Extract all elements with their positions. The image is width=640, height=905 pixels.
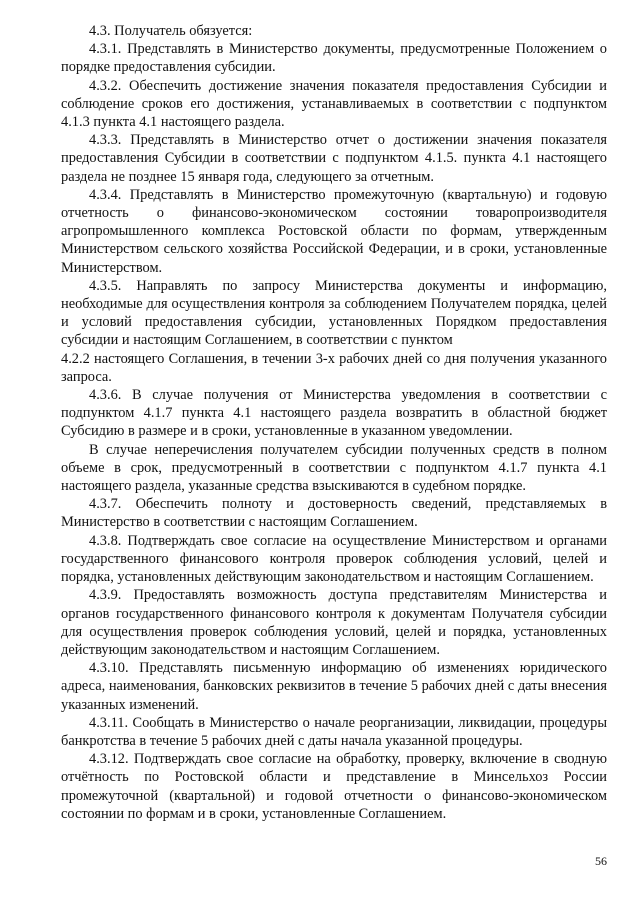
- paragraph-4-3-9: 4.3.9. Предоставлять возможность доступа представителям Министерства и органов государственного финансового контроля к документам Получателя субсидии для осуществления проверок соблюдения условий, целей и порядка, установленных действующим законодательством и настоящим Соглашением.: [61, 587, 607, 658]
- paragraph-4-3-2: 4.3.2. Обеспечить достижение значения показателя предоставления Субсидии и соблюдение сроков его достижения, устанавливаемых в соответствии с подпунктом 4.1.3 пункта 4.1 настоящего раздела.: [61, 77, 607, 131]
- paragraph-4-3-11: 4.3.11. Сообщать в Министерство о начале реорганизации, ликвидации, процедуры банкротства в течение 5 рабочих дней с даты начала указанной процедуры.: [61, 714, 607, 749]
- paragraph-4-3-7: 4.3.7. Обеспечить полноту и достоверность сведений, представляемых в Министерство в соответствии с настоящим Соглашением.: [61, 496, 607, 531]
- paragraph-4-3-5-continued: 4.2.2 настоящего Соглашения, в течении 3-х рабочих дней со дня получения указанного запроса.: [61, 350, 607, 385]
- paragraph-4-3-6-nonpayment: В случае неперечисления получателем субсидии полученных средств в полном объеме в срок, предусмотренный в соответствии с подпунктом 4.1.7 пункта 4.1 настоящего раздела, указанные средства взыскиваются в судебном порядке.: [61, 441, 607, 495]
- paragraph-4-3-10: 4.3.10. Представлять письменную информацию об изменениях юридического адреса, наименования, банковских реквизитов в течение 5 рабочих дней с даты внесения указанных изменений.: [61, 660, 607, 713]
- paragraph-4-3-5: 4.3.5. Направлять по запросу Министерства документы и информацию, необходимые для осуществления контроля за соблюдением Получателем порядка, целей и условий предоставления субсидии, установленных Порядком предоставления субсидии и настоящим Соглашением, в соответствии с пунктом: [61, 277, 607, 349]
- paragraph-4-3-8: 4.3.8. Подтверждать свое согласие на осуществление Министерством и органами государственного финансового контроля проверок соблюдения условий, целей и порядка, установленных действующим законодательством и настоящим Соглашением.: [61, 532, 607, 586]
- page-number: 56: [595, 854, 607, 868]
- paragraph-4-3-12: 4.3.12. Подтверждать свое согласие на обработку, проверку, включение в сводную отчётность по Ростовской области и представление в Минсельхоз России промежуточной (квартальной) и годовой отчетности о финансово-экономическом состоянии по формам и в сроки, установленные Соглашением.: [61, 751, 607, 822]
- paragraph-4-3-4: 4.3.4. Представлять в Министерство промежуточную (квартальную) и годовую отчетность о финансово-экономическом состоянии товаропроизводителя агропромышленного комплекса Ростовской области по формам, утвержденным Министерством сельского хозяйства Российской Федерации, и в сроки, установленные Министерством.: [61, 186, 607, 276]
- paragraph-4-3-6: 4.3.6. В случае получения от Министерства уведомления в соответствии с подпунктом 4.1.7 пункта 4.1 настоящего раздела возвратить в областной бюджет Субсидию в размере и в сроки, установленные в указанном уведомлении.: [61, 387, 607, 440]
- paragraph-4-3-1: 4.3.1. Представлять в Министерство документы, предусмотренные Положением о порядке предоставления субсидии.: [61, 41, 607, 76]
- paragraph-4-3: 4.3. Получатель обязуется:: [89, 23, 253, 39]
- paragraph-4-3-3: 4.3.3. Представлять в Министерство отчет о достижении значения показателя предоставления Субсидии в соответствии с подпунктом 4.1.5. пункта 4.1 настоящего раздела не позднее 15 января года, следующего за отчетным.: [61, 132, 607, 185]
